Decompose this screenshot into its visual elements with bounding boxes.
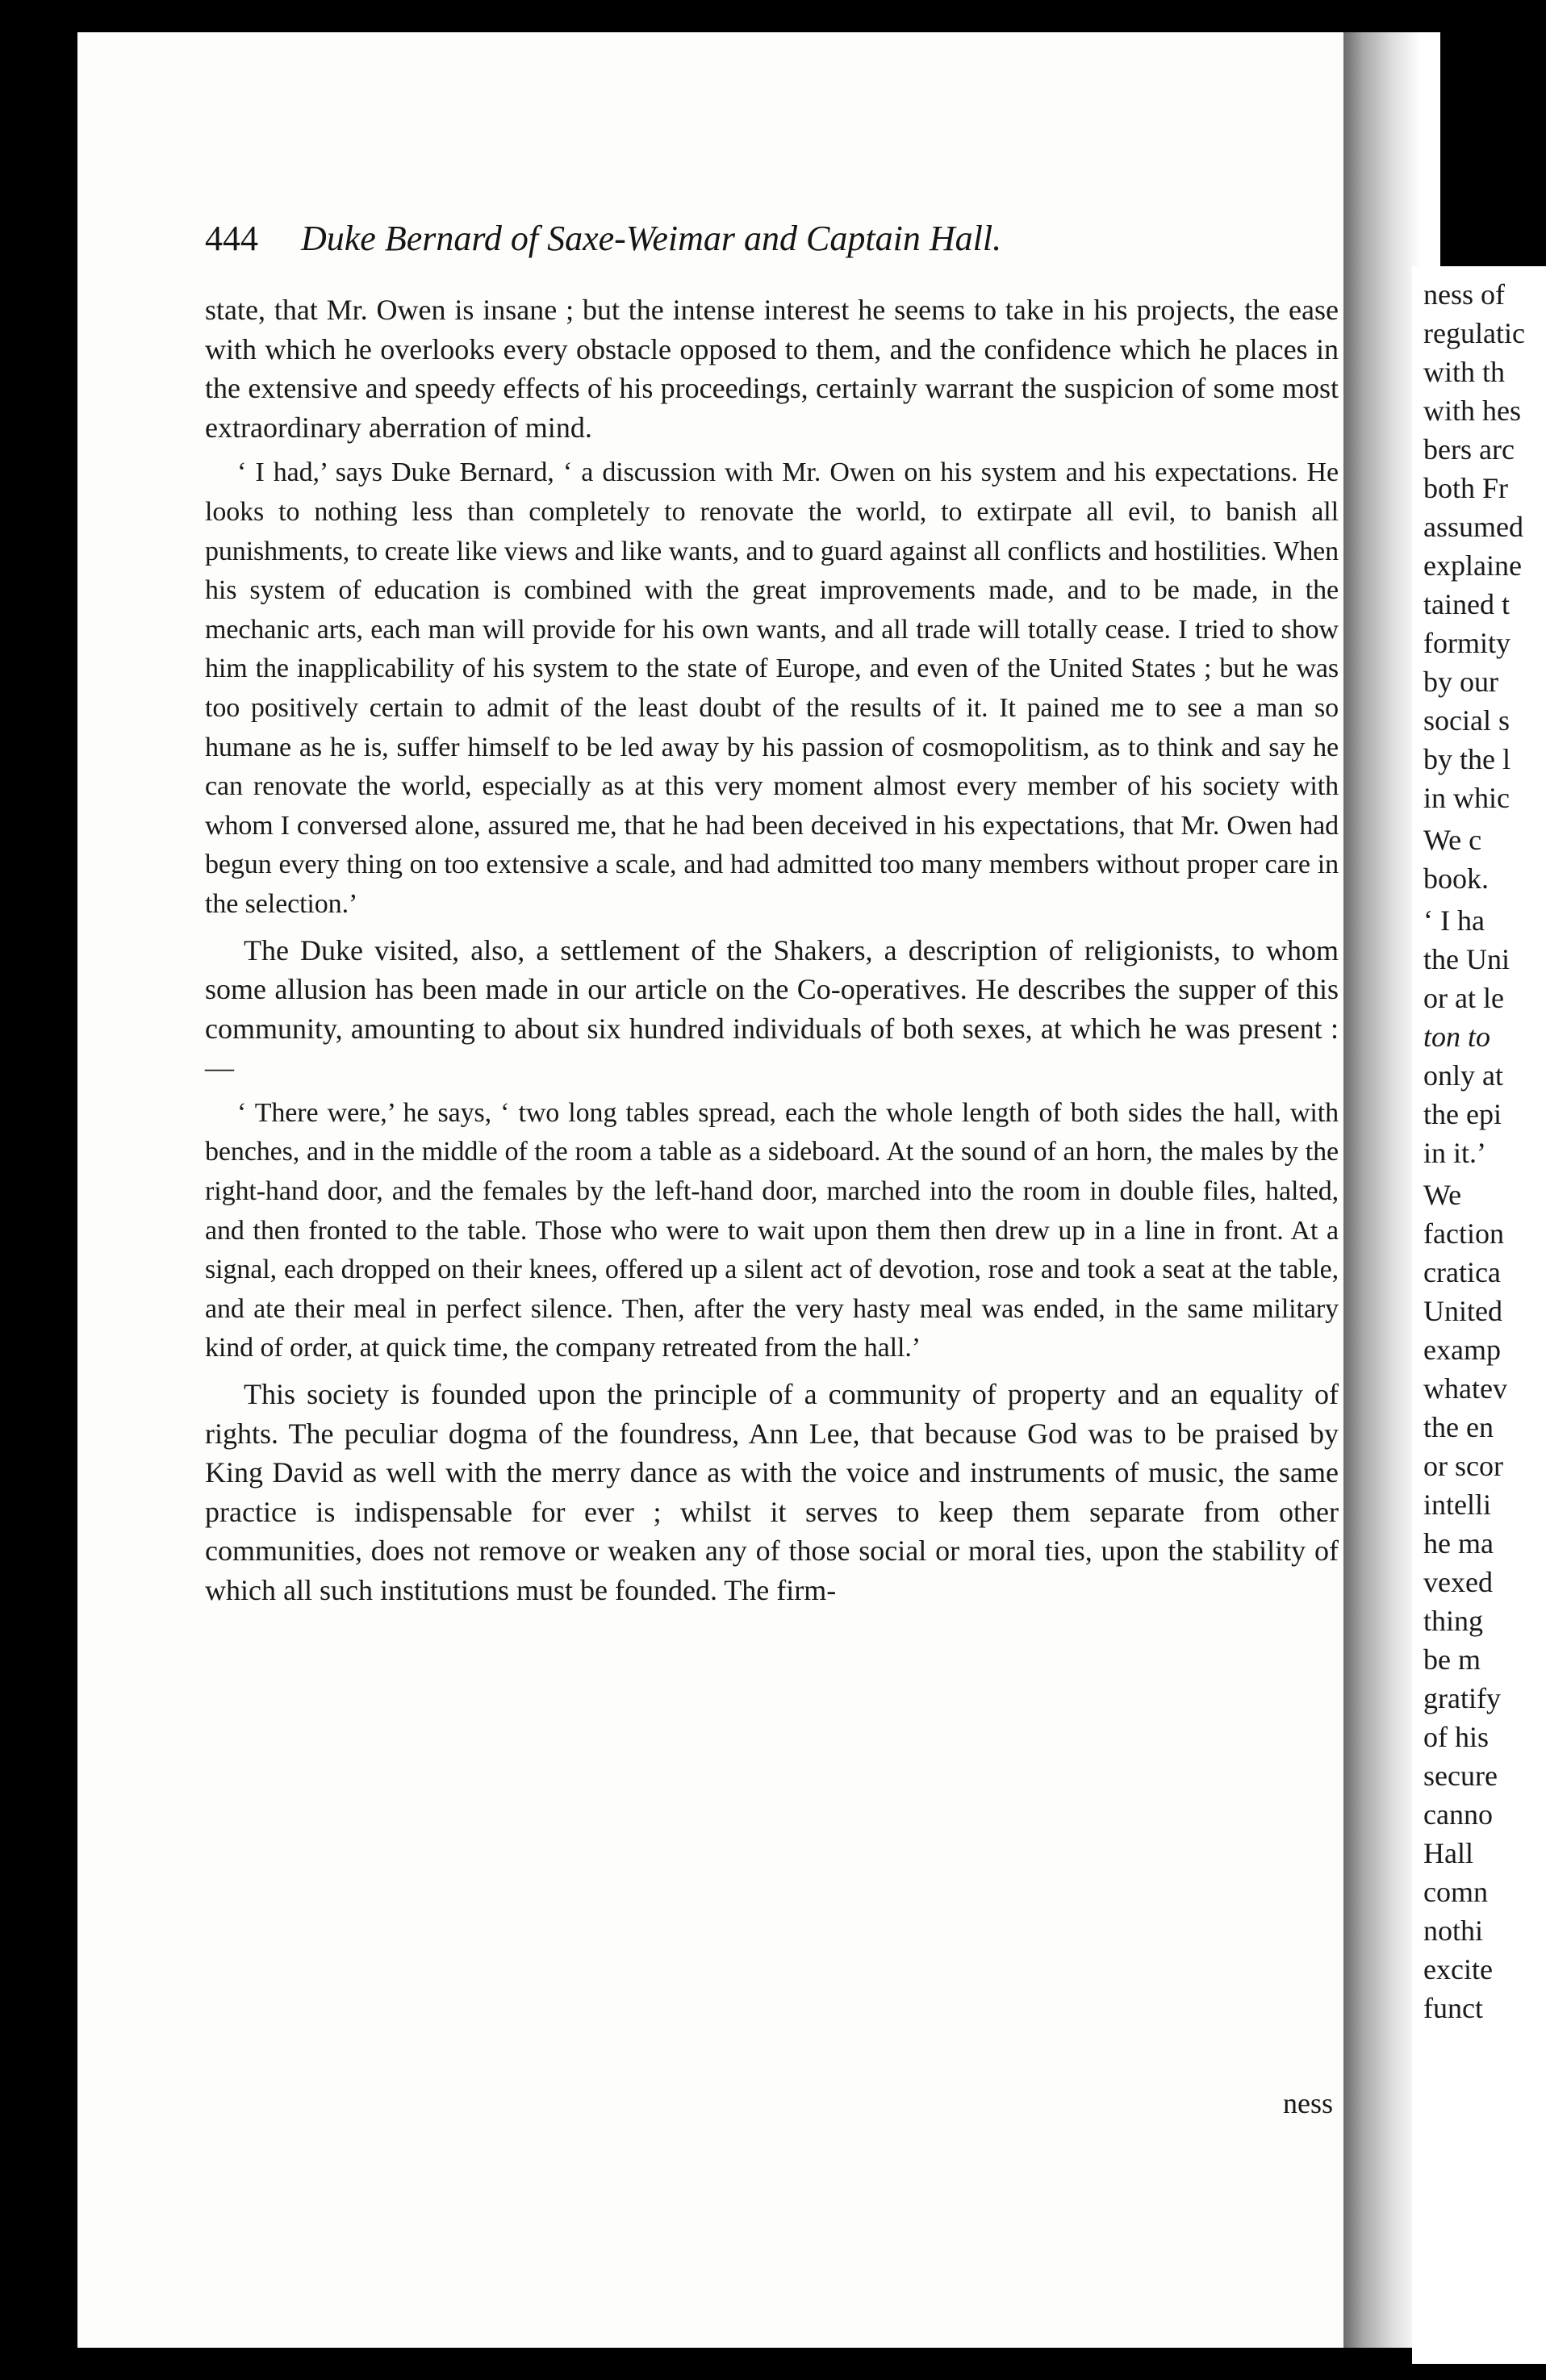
- facing-page-line: in whic: [1423, 782, 1510, 814]
- facing-page-line: nothi: [1423, 1914, 1484, 1947]
- facing-page-line: he ma: [1423, 1527, 1494, 1560]
- facing-page-line: faction: [1423, 1217, 1504, 1250]
- facing-page-line: gratify: [1423, 1682, 1501, 1714]
- facing-page-line: excite: [1423, 1953, 1493, 1985]
- paragraph: state, that Mr. Owen is insane ; but the intense interest he seems to take in his projects, the ease with which he overlooks every obstacle opposed to them, and the confidence which he places in the extensive and speedy effects of his proceedings, certainly warrant the suspicion of some most extraordinary aberration of mind.: [205, 294, 1339, 444]
- paragraph: The Duke visited, also, a settlement of the Shakers, a description of religionists, to whom some allusion has been made in our article on the Co-operatives. He describes the supper of this community, amounting to about six hundred individuals of both sexes, at which he was present :—: [205, 933, 1339, 1084]
- page-number: 444: [205, 219, 258, 258]
- facing-page-line: regulatic: [1423, 317, 1525, 349]
- facing-page-line: canno: [1423, 1798, 1493, 1831]
- facing-page-line: ton to: [1423, 1021, 1491, 1053]
- facing-page-line: be m: [1423, 1643, 1481, 1676]
- page-body: [205, 290, 1339, 1610]
- facing-page-line: book.: [1423, 862, 1489, 895]
- facing-page-line: funct: [1423, 1992, 1483, 2024]
- facing-page-line: intelli: [1423, 1489, 1491, 1521]
- facing-page-line: ‘ I ha: [1423, 904, 1485, 937]
- facing-page-line: or scor: [1423, 1450, 1503, 1482]
- facing-page-line: assumed: [1423, 511, 1523, 543]
- facing-page: [1412, 266, 1546, 2364]
- facing-page-line: bers arc: [1423, 433, 1515, 466]
- facing-page-line: United: [1423, 1295, 1502, 1327]
- facing-page-line: cratica: [1423, 1256, 1501, 1288]
- facing-page-line: only at: [1423, 1059, 1503, 1092]
- facing-page-line: with hes: [1423, 395, 1521, 427]
- facing-page-line: whatev: [1423, 1372, 1507, 1405]
- facing-page-line: Hall: [1423, 1837, 1473, 1869]
- facing-page-line: or at le: [1423, 982, 1504, 1014]
- facing-page-line: the en: [1423, 1411, 1494, 1443]
- facing-page-line: by our: [1423, 666, 1498, 698]
- facing-page-line: both Fr: [1423, 472, 1509, 504]
- facing-page-line: vexed: [1423, 1566, 1493, 1598]
- facing-page-line: examp: [1423, 1334, 1501, 1366]
- quote-paragraph: ‘ There were,’ he says, ‘ two long tables spread, each the whole length of both sides the hall, with benches, and in the middle of the room a table as a sideboard. At the sound of an horn, the males by the right-hand door, and the females by the left-hand door, marched into the room in double files, halted, and then fronted to the table. Those who were to wait upon them then drew up in a line in front. At a signal, each dropped on their knees, offered up a silent act of devotion, rose and took a seat at the table, and ate their meal in perfect silence. Then, after the very hasty meal was ended, in the same military kind of order, at quick time, the company retreated from the hall.’: [205, 1097, 1339, 1363]
- facing-page-line: of his: [1423, 1721, 1489, 1753]
- facing-page-line: with th: [1423, 356, 1506, 388]
- facing-page-line: tained t: [1423, 588, 1510, 620]
- facing-page-line: comn: [1423, 1876, 1488, 1908]
- running-header: [205, 218, 1270, 266]
- facing-page-line: explaine: [1423, 549, 1522, 582]
- facing-page-line: the Uni: [1423, 943, 1510, 975]
- facing-page-line: We c: [1423, 824, 1482, 856]
- facing-page-line: thing: [1423, 1605, 1484, 1637]
- facing-page-line: We: [1423, 1179, 1462, 1211]
- facing-page-line: social s: [1423, 704, 1510, 737]
- running-title: Duke Bernard of Saxe-Weimar and Captain Hall.: [301, 219, 1002, 258]
- facing-page-line: in it.’: [1423, 1137, 1486, 1169]
- quote-paragraph: ‘ I had,’ says Duke Bernard, ‘ a discussion with Mr. Owen on his system and his expectations. He looks to nothing less than completely to renovate the world, to extirpate all evil, to banish all punishments, to create like views and like wants, and to guard against all conflicts and hostilities. When his system of education is combined with the great improvements made, and to be made, in the mechanic arts, each man will provide for his own wants, and all trade will totally cease. I tried to show him the inapplicability of his system to the state of Europe, and even of the United States ; but he was too positively certain to admit of the least doubt of the results of it. It pained me to see a man so humane as he is, suffer himself to be led away by his passion of cosmopolitism, as to think and say he can renovate the world, especially as at this very moment almost every member of his society with whom I conversed alone, assured me, that he had been deceived in his expectations, that Mr. Owen had begun every thing on too extensive a scale, and had admitted too many members without proper care in the selection.’: [205, 457, 1339, 919]
- facing-page-line: formity: [1423, 627, 1510, 659]
- facing-page-line: by the l: [1423, 743, 1510, 775]
- facing-page-line: the epi: [1423, 1098, 1502, 1130]
- facing-page-line: ness of: [1423, 278, 1505, 311]
- facing-page-line: secure: [1423, 1760, 1498, 1792]
- paragraph: This society is founded upon the principle of a community of property and an equality of rights. The peculiar dogma of the foundress, Ann Lee, that because God was to be praised by King David as well with the merry dance as with the voice and instruments of music, the same practice is indispensable for ever ; whilst it serves to keep them separate from other communities, does not remove or weaken any of those social or moral ties, upon the stability of which all such institutions must be founded. The firm-: [205, 1378, 1339, 1606]
- catchword: ness: [1283, 2087, 1333, 2119]
